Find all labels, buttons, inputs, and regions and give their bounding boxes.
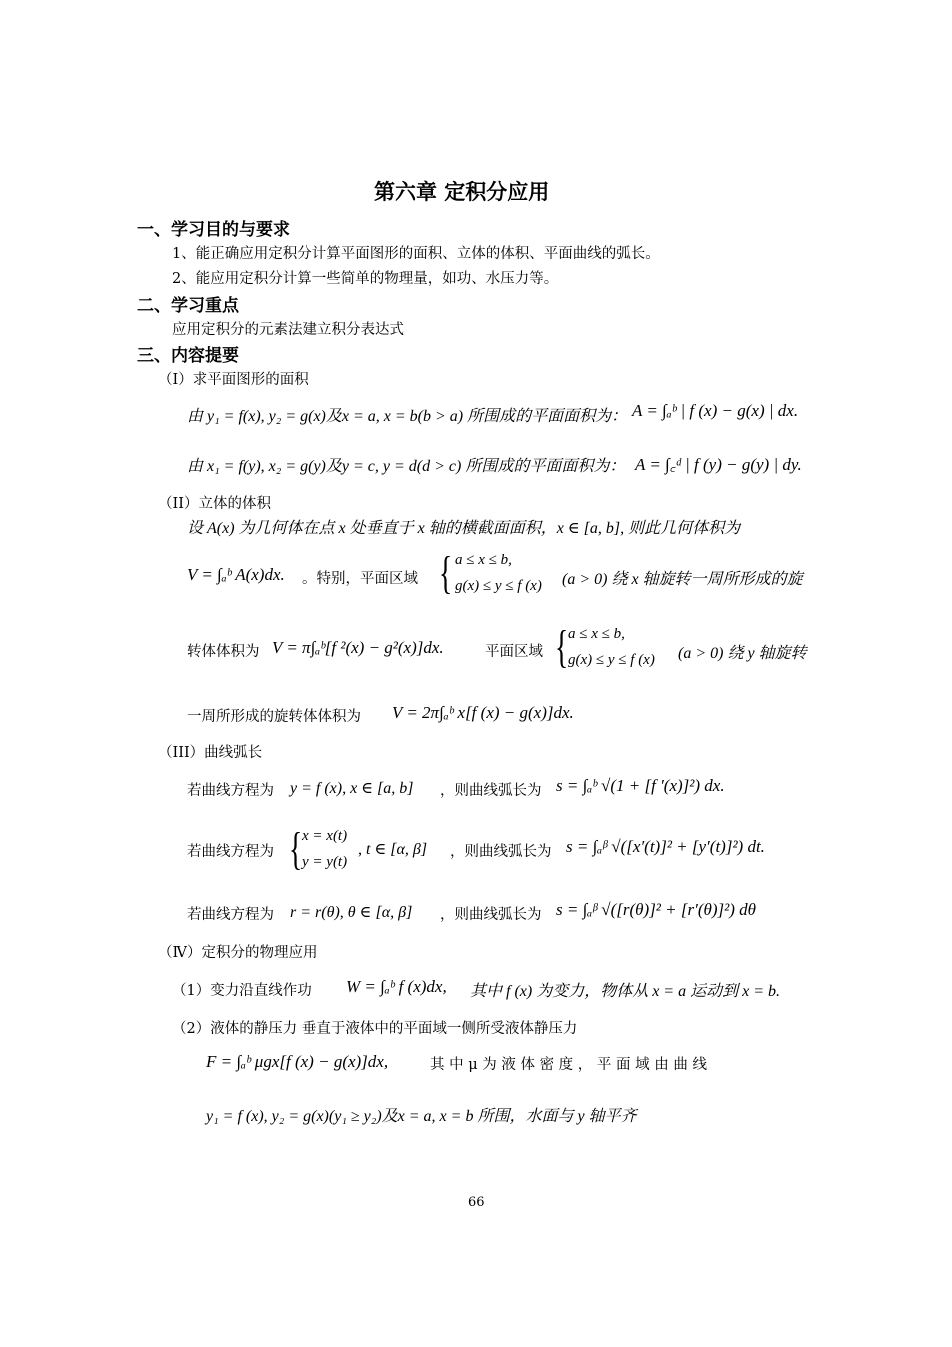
subsection-IV-title: （Ⅳ）定积分的物理应用 xyxy=(158,945,318,961)
section-1-heading: 一、学习目的与要求 xyxy=(137,220,290,240)
arc-param-formula: s = ∫ₐᵝ √([x′(t)]² + [y′(t)]²) dt. xyxy=(566,837,765,856)
arc-polar-mid: ，则曲线弧长为 xyxy=(440,907,542,923)
subsection-III-title: （III）曲线弧长 xyxy=(158,745,263,761)
chapter-title: 第六章 定积分应用 xyxy=(374,180,550,204)
volume-y-axis-text: (a > 0) 绕 y 轴旋转 xyxy=(678,645,807,662)
subsection-I-title: （I）求平面图形的面积 xyxy=(158,372,309,388)
arc-polar-eq: r = r(θ), θ ∈ [α, β] xyxy=(290,904,413,921)
param-x-eq: x = x(t) xyxy=(302,828,348,844)
key-point-text: 应用定积分的元素法建立积分表达式 xyxy=(172,322,404,338)
arc-cartesian-label: 若曲线方程为 xyxy=(187,783,274,799)
pressure-formula: F = ∫ₐᵇ μgx[f (x) − g(x)]dx, xyxy=(206,1052,389,1071)
arc-cartesian-mid: ，则曲线弧长为 xyxy=(440,783,542,799)
objective-1: 1、能正确应用定积分计算平面图形的面积、立体的体积、平面曲线的弧长。 xyxy=(172,246,660,262)
region-x-bounds: a ≤ x ≤ b, xyxy=(455,552,512,568)
area-x-formula: A = ∫ₐᵇ | f (x) − g(x) | dx. xyxy=(632,401,799,420)
subsection-II-title: （II）立体的体积 xyxy=(158,496,271,512)
region2-x-bounds: a ≤ x ≤ b, xyxy=(568,626,625,642)
pressure-description: 其 中 μ 为 液 体 密 度 ， 平 面 域 由 曲 线 xyxy=(430,1057,707,1073)
work-formula: W = ∫ₐᵇ f (x)dx, xyxy=(346,977,447,996)
arc-polar-label: 若曲线方程为 xyxy=(187,907,274,923)
param-y-eq: y = y(t) xyxy=(302,854,348,870)
pressure-region: y₁ = f (x), y₂ = g(x)(y₁ ≥ y₂)及x = a, x = b 所围，水面与 y 轴平齐 xyxy=(206,1108,637,1125)
arc-param-mid: ，则曲线弧长为 xyxy=(450,844,552,860)
shell-volume-label: 一周所形成的旋转体体积为 xyxy=(187,709,361,725)
volume-x-axis-text: (a > 0) 绕 x 轴旋转一周所形成的旋 xyxy=(562,571,803,588)
arc-cartesian-formula: s = ∫ₐᵇ √(1 + [f ′(x)]²) dx. xyxy=(556,776,725,795)
pressure-label: （2）液体的静压力 垂直于液体中的平面域一侧所受液体静压力 xyxy=(172,1021,578,1037)
work-description: 其中 f (x) 为变力，物体从 x = a 运动到 x = b. xyxy=(470,983,781,1000)
volume-formula: V = ∫ₐᵇ A(x)dx. xyxy=(187,565,285,584)
arc-param-label: 若曲线方程为 xyxy=(187,844,274,860)
section-3-heading: 三、内容提要 xyxy=(137,346,239,366)
system-brace-2: { xyxy=(555,621,569,672)
region-y-bounds: g(x) ≤ y ≤ f (x) xyxy=(455,578,542,594)
area-y-formula: A = ∫꜀ᵈ | f (y) − g(y) | dy. xyxy=(635,455,802,474)
region2-y-bounds: g(x) ≤ y ≤ f (x) xyxy=(568,652,655,668)
area-y-condition: 由 x₁ = f(y), x₂ = g(y)及y = c, y = d(d > c) 所围成的平面面积为： xyxy=(187,458,626,475)
arc-polar-formula: s = ∫ₐᵝ √([r(θ)]² + [r′(θ)]²) dθ xyxy=(556,900,756,919)
rotation-volume-label: 转体体积为 xyxy=(187,644,260,660)
rotation-x-formula: V = π∫ₐᵇ[f ²(x) − g²(x)]dx. xyxy=(272,638,444,657)
volume-intro: 设 A(x) 为几何体在点 x 处垂直于 x 轴的横截面面积，x ∈ [a, b], 则此几何体积为 xyxy=(187,520,741,537)
objective-2: 2、能应用定积分计算一些简单的物理量，如功、水压力等。 xyxy=(172,271,559,287)
area-x-condition: 由 y₁ = f(x), y₂ = g(x)及x = a, x = b(b > a) 所围成的平面面积为： xyxy=(187,408,628,425)
shell-volume-formula: V = 2π∫ₐᵇ x[f (x) − g(x)]dx. xyxy=(392,703,574,722)
region-text-2: 平面区域 xyxy=(485,644,543,660)
section-2-heading: 二、学习重点 xyxy=(137,296,239,316)
param-range: , t ∈ [α, β] xyxy=(358,841,428,858)
page-number: 66 xyxy=(468,1195,485,1210)
work-label: （1）变力沿直线作功 xyxy=(172,983,312,999)
system-brace: { xyxy=(439,547,453,598)
param-brace: { xyxy=(289,823,303,874)
volume-special-text: 。特别，平面区域 xyxy=(302,571,418,587)
arc-cartesian-eq: y = f (x), x ∈ [a, b] xyxy=(290,780,414,797)
